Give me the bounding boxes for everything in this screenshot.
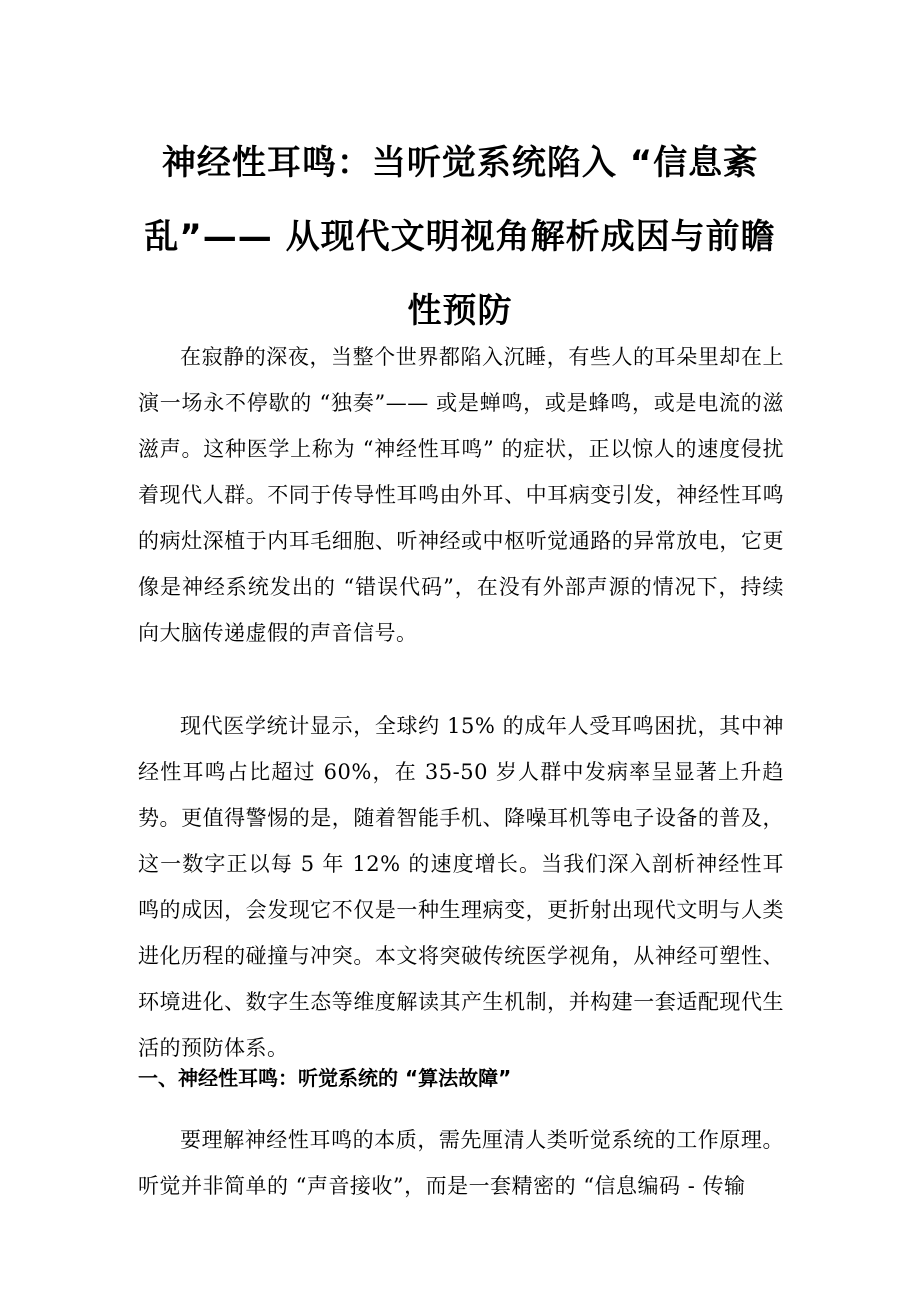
section-paragraph: 要理解神经性耳鸣的本质，需先厘清人类听觉系统的工作原理。听觉并非简单的 “声音接收”，而是一套精密的 “信息编码 - 传输 — [138, 1128, 784, 1198]
statistics-paragraph: 现代医学统计显示，全球约 15% 的成年人受耳鸣困扰，其中神经性耳鸣占比超过 60%，在 35-50 岁人群中发病率呈显著上升趋势。更值得警惕的是，随着智能手机、降噪耳机等电子设备的普及，这一数字正以每 5 年 12% 的速度增长。当我们深入剖析神经性耳鸣的成因，会发现它不仅是一种生理病变，更折射出现代文明与人类进化历程的碰撞与冲突。本文将突破传统医学视角，从神经可塑性、环境进化、数字生态等维度解读其产生机制，并构建一套适配现代生活的预防体系。 — [138, 714, 784, 1060]
intro-paragraph: 在寂静的深夜，当整个世界都陷入沉睡，有些人的耳朵里却在上演一场永不停歇的 “独奏”—— 或是蝉鸣，或是蜂鸣，或是电流的滋滋声。这种医学上称为 “神经性耳鸣” 的症状，正以惊人的速度侵扰着现代人群。不同于传导性耳鸣由外耳、中耳病变引发，神经性耳鸣的病灶深植于内耳毛细胞、听神经或中枢听觉通路的异常放电，它更像是神经系统发出的 “错误代码”，在没有外部声源的情况下，持续向大脑传递虚假的声音信号。 — [138, 345, 784, 645]
document-title: 神经性耳鸣：当听觉系统陷入 “信息紊乱”—— 从现代文明视角解析成因与前瞻性预防 — [144, 143, 776, 331]
section-heading: 一、神经性耳鸣：听觉系统的 “算法故障” — [138, 1066, 512, 1090]
